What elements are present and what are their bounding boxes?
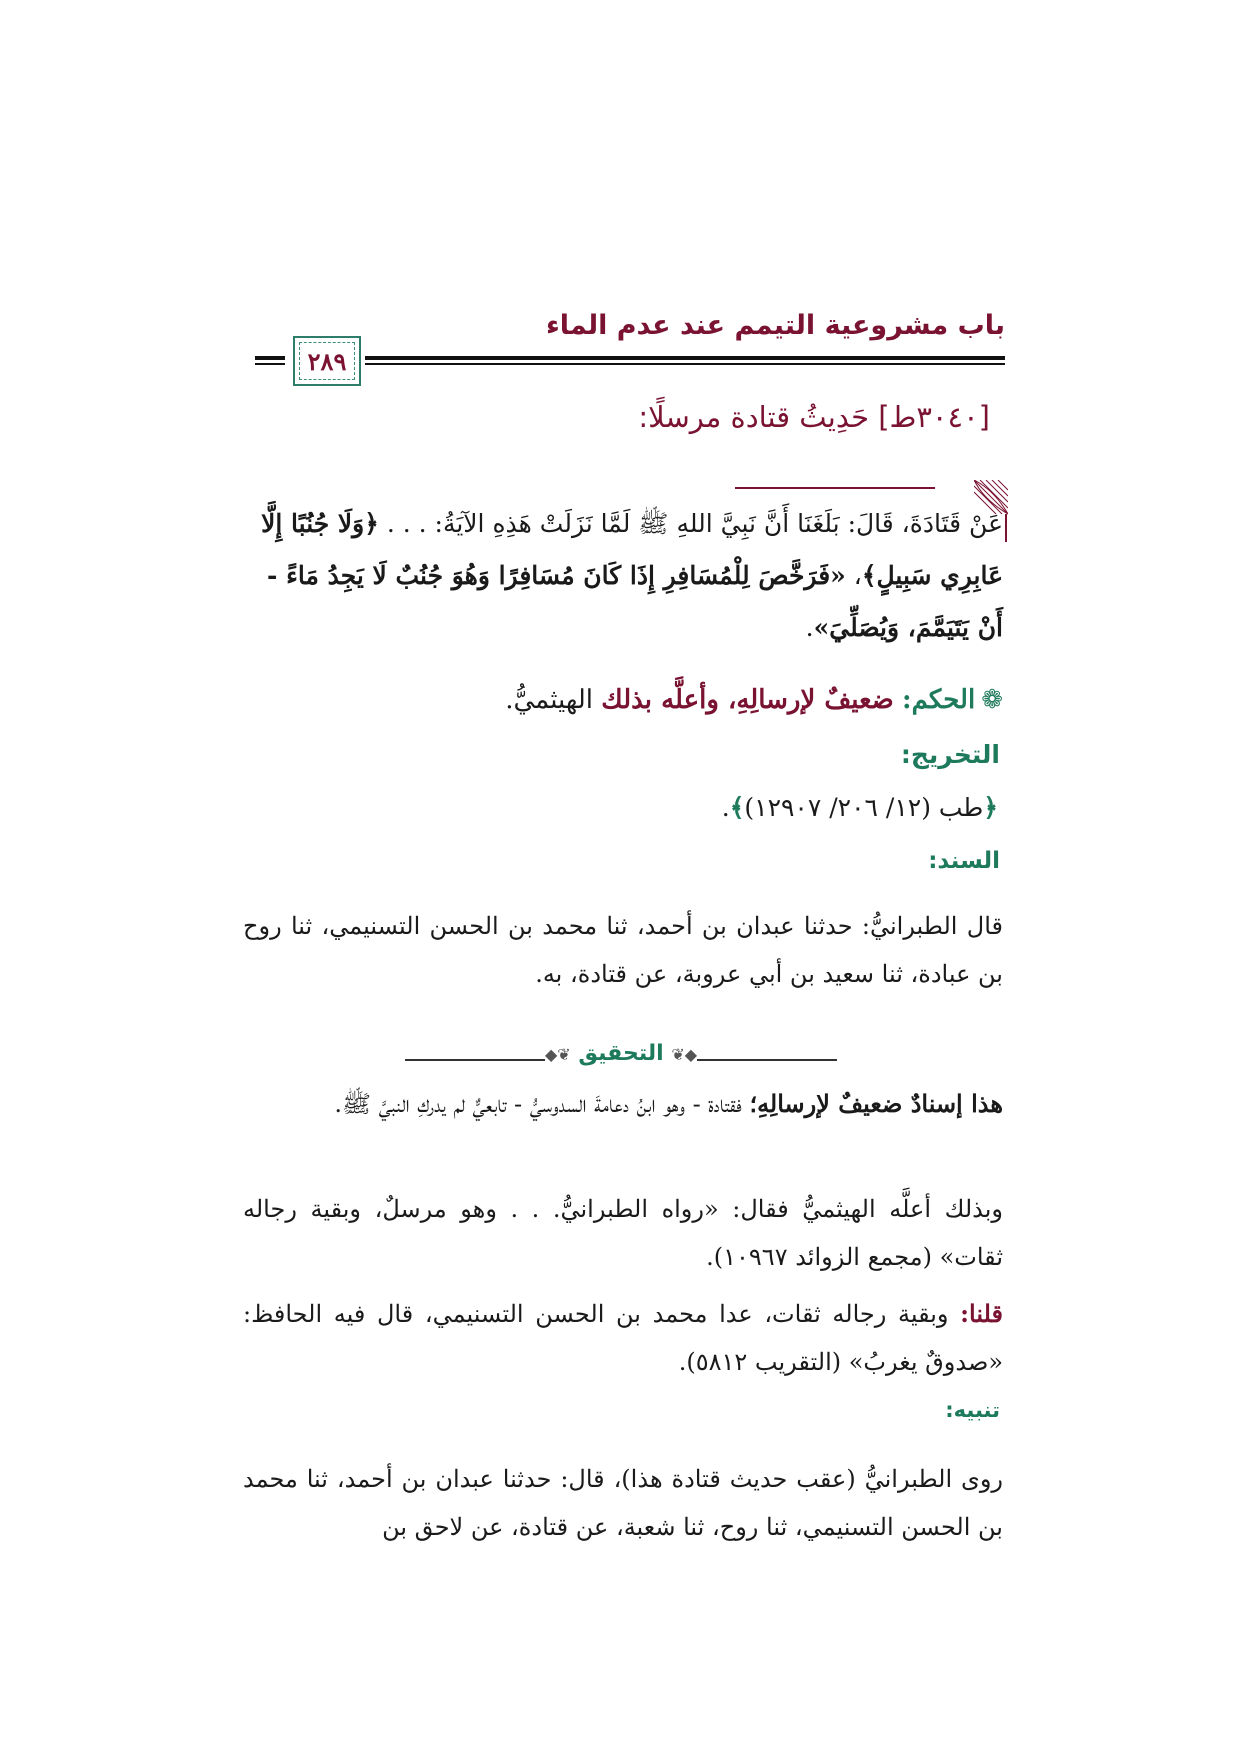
hadith-intro: عَنْ قَتَادَةَ، قَالَ: بَلَغَنَا أَنَّ نَبِيَّ اللهِ ﷺ لَمَّا نَزَلَتْ هَذِهِ الآيَةُ: . . . [378,509,1003,538]
tahqiq-paragraph-1 [243,1080,1003,1128]
sanad-heading: السند: [928,848,1000,874]
ornament-top-line [735,487,935,489]
divider-ornament-icon: ◆❦ [544,1045,571,1064]
header-rule-thin [365,363,1005,365]
flower-ornament-icon: ❁ [981,685,1003,715]
page-header [255,300,1005,380]
page-number-badge [293,336,361,386]
tahqiq-p1-rest: فقتادة - وهو ابنُ دعامةَ السدوسيُّ - تابعيٌّ لم يدركِ النبيَّ ﷺ. [334,1090,750,1118]
bracket-close-icon: ﴾ [729,793,745,822]
takhrij-heading: التخريج: [900,740,1000,769]
running-title: باب مشروعية التيمم عند عدم الماء [545,310,1005,341]
sanad-text: قال الطبرانيُّ: حدثنا عبدان بن أحمد، ثنا محمد بن الحسن التسنيمي، ثنا روح بن عبادة، ثنا سعيد بن أبي عروبة، عن قتادة، به. [243,912,1003,988]
ruling-rest: الهيثميُّ. [505,685,602,715]
qulna-label: قلنا: [960,1299,1003,1328]
hadith-title: [٣٠٤٠ط] حَدِيثُ قتادة مرسلًا: [638,400,990,434]
tahqiq-paragraph-3 [243,1290,1003,1386]
tahqiq-divider [405,1041,837,1075]
tanbih-heading: تنبيه: [945,1398,1000,1422]
tahqiq-p1-bold: هذا إسنادٌ ضعيفٌ لإرسالِهِ؛ [749,1089,1003,1118]
takhrij-reference [722,793,998,822]
tahqiq-paragraph-2: وبذلك أعلَّه الهيثميُّ فقال: «رواه الطبرانيُّ. . . وهو مرسلٌ، وبقية رجاله ثقات» (مجمع الزوائد ١٠٩٦٧). [243,1195,1003,1271]
hadith-text [243,498,1003,654]
tahqiq-p3-rest: وبقية رجاله ثقات، عدا محمد بن الحسن التسنيمي، قال فيه الحافظ: «صدوقٌ يغربُ» (التقريب ٥٨١٢). [243,1300,1003,1376]
ruling [505,680,1003,720]
hadith-bold-text: «فَرَخَّصَ لِلْمُسَافِرِ إِذَا كَانَ مُسَافِرًا وَهُوَ جُنُبٌ لَا يَجِدُ مَاءً - أَنْ يَتَيَمَّمَ، وَيُصَلِّيَ» [267,561,1003,642]
divider-ornament-icon: ❦◆ [671,1045,698,1064]
tahqiq-heading [405,1041,837,1066]
takhrij-end: . [721,793,730,822]
ruling-verdict: ضعيفٌ لإرسالِهِ، وأعلَّه بذلك [601,685,894,715]
bracket-open-icon: ﴿ [983,793,998,822]
takhrij-ref: طب (١٢/ ٢٠٦/ ١٢٩٠٧) [744,793,984,822]
hadith-end: . [805,613,814,642]
hadith-sep: ، [845,561,862,590]
header-rule [365,356,1005,360]
page-number: ٢٨٩ [307,346,347,376]
header-rule-left [255,356,285,360]
header-rule-left-thin [255,363,285,365]
tanbih-text: روى الطبرانيُّ (عقب حديث قتادة هذا)، قال: حدثنا عبدان بن أحمد، ثنا محمد بن الحسن التسنيمي، ثنا روح، ثنا شعبة، عن قتادة، عن لاحق بن [243,1465,1003,1541]
ruling-label: الحكم: [902,685,976,715]
tahqiq-heading-text: التحقيق [578,1041,664,1066]
quran-verse: ﴿وَلَا جُنُبًا إِلَّا عَابِرِي سَبِيلٍ﴾ [261,509,1003,590]
